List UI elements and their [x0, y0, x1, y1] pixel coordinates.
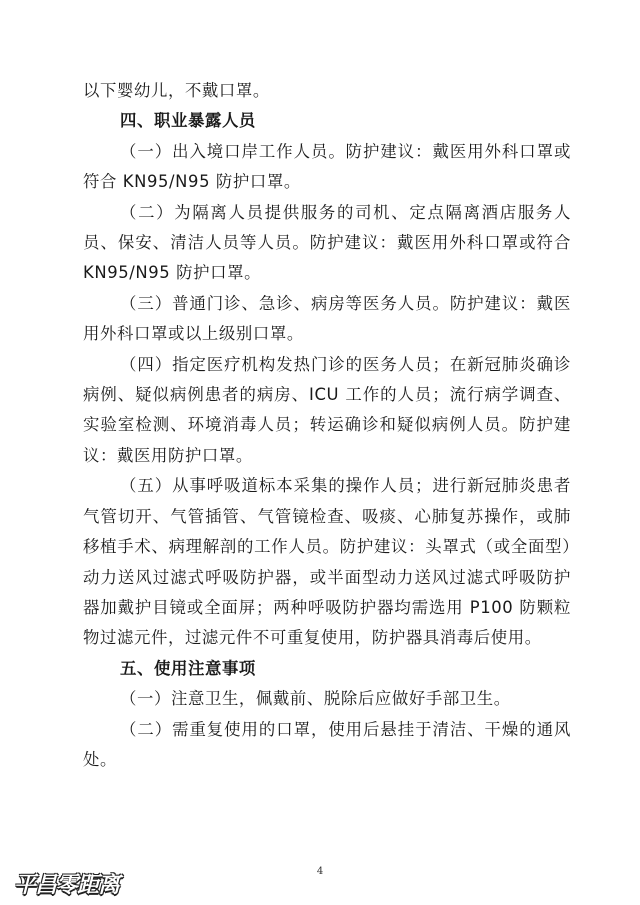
- paragraph-item-3: （三）普通门诊、急诊、病房等医务人员。防护建议：戴医用外科口罩或以上级别口罩。: [83, 293, 571, 344]
- section-heading-occupational-exposure: 四、职业暴露人员: [120, 111, 256, 131]
- paragraph-note-2: （二）需重复使用的口罩，使用后悬挂于清洁、干燥的通风处。: [83, 719, 571, 769]
- paragraph-item-5: （五）从事呼吸道标本采集的操作人员；进行新冠肺炎患者气管切开、气管插管、气管镜检查、吸痰、心肺复苏操作，或肺移植手术、病理解剖的工作人员。防护建议：头罩式（或全面型）动力送风过滤式呼吸防护器，或半面型动力送风过滤式呼吸防护器加戴护目镜或全面屏；两种呼吸防护器均需选用 P100 防颗粒物过滤元件，过滤元件不可重复使用，防护器具消毒后使用。: [83, 476, 571, 648]
- watermark-logo: 平昌零距离: [14, 873, 120, 898]
- paragraph-note-1: （一）注意卫生，佩戴前、脱除后应做好手部卫生。: [120, 689, 511, 709]
- paragraph-continuation: 以下婴幼儿，不戴口罩。: [83, 81, 270, 100]
- section-heading-usage-notes: 五、使用注意事项: [120, 658, 256, 678]
- document-body: [83, 76, 571, 775]
- paragraph-item-1: （一）出入境口岸工作人员。防护建议：戴医用外科口罩或符合 KN95/N95 防护口罩。: [83, 141, 571, 192]
- paragraph-item-4: （四）指定医疗机构发热门诊的医务人员；在新冠肺炎确诊病例、疑似病例患者的病房、ICU 工作的人员；流行病学调查、实验室检测、环境消毒人员；转运确诊和疑似病例人员。防护建议：戴医用防护口罩。: [83, 354, 571, 465]
- paragraph-item-2: （二）为隔离人员提供服务的司机、定点隔离酒店服务人员、保安、清洁人员等人员。防护建议：戴医用外科口罩或符合 KN95/N95 防护口罩。: [83, 202, 571, 283]
- page-number: 4: [316, 866, 324, 877]
